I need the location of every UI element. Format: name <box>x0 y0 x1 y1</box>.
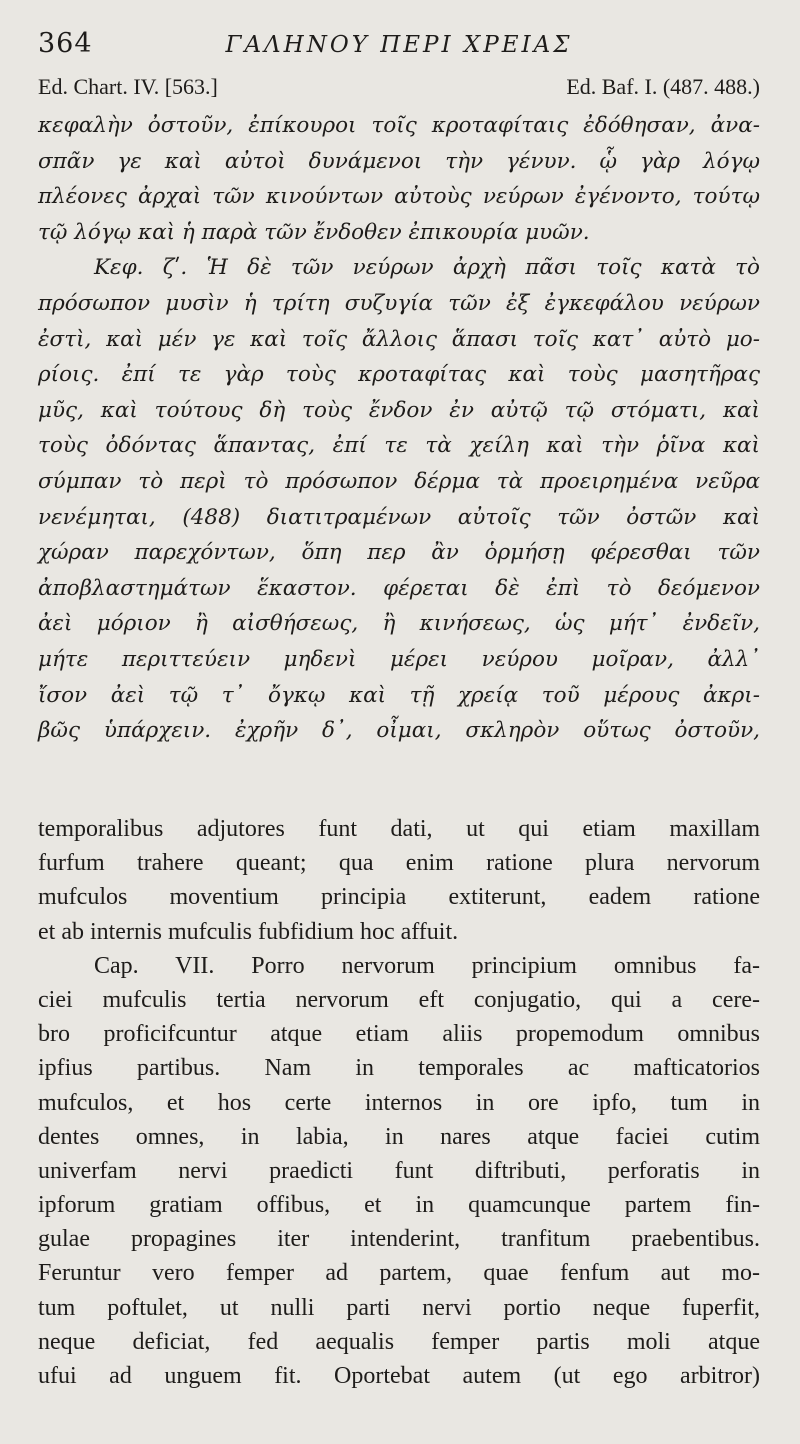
latin-line: mufculos, et hos certe internos in ore ipfo, tum in <box>38 1089 760 1116</box>
latin-chapter-heading-line: Cap. VII. Porro nervorum principium omnibus fa- <box>94 952 760 979</box>
latin-line: mufculos moventium principia extiterunt, eadem ratione <box>38 884 760 911</box>
greek-line: βῶς ὑπάρχειν. ἐχρῆν δ᾽, οἶμαι, σκληρὸν οὕτως ὀστοῦν, <box>38 718 760 744</box>
greek-line: μῦς, καὶ τούτους δὴ τοὺς ἔνδον ἐν αὐτῷ τῷ στόματι, καὶ <box>38 397 760 423</box>
latin-line: dentes omnes, in labia, in nares atque faciei cutim <box>38 1123 760 1150</box>
latin-line: temporalibus adjutores funt dati, ut qui etiam maxillam <box>38 816 760 842</box>
greek-line: κεφαλὴν ὀστοῦν, ἐπίκουροι τοῖς κροταφίταις ἐδόθησαν, ἀνα- <box>38 113 760 138</box>
running-head <box>38 28 760 62</box>
latin-line: ipforum gratiam offibus, et in quamcunque partem fin- <box>38 1192 760 1219</box>
latin-text-block <box>38 812 760 1393</box>
running-title: ΓΑΛΗΝΟΥ ΠΕΡΙ ΧΡΕΙΑΣ <box>225 32 573 58</box>
greek-chapter-heading-line: Κεφ. ζʹ. Ἡ δὲ τῶν νεύρων ἀρχὴ πᾶσι τοῖς κατὰ τὸ <box>94 255 760 281</box>
edition-basel: Ed. Baf. I. (487. 488.) <box>566 74 760 99</box>
greek-line: τῷ λόγῳ καὶ ἡ παρὰ τῶν ἔνδοθεν ἐπικουρία μυῶν. <box>38 219 590 245</box>
greek-line: σύμπαν τὸ περὶ τὸ πρόσωπον δέρμα τὰ προειρημένα νεῦρα <box>38 468 760 494</box>
latin-line: bro proficifcuntur atque etiam aliis propemodum omnibus <box>38 1021 760 1048</box>
greek-line: σπᾶν γε καὶ αὐτοὶ δυνάμενοι τὴν γένυν. ᾧ γὰρ λόγῳ <box>38 148 760 174</box>
greek-line: χώραν παρεχόντων, ὅπη περ ἂν ὁρμήσῃ φέρεσθαι τῶν <box>38 540 760 566</box>
latin-line: ufui ad unguem fit. Oportebat autem (ut ego arbitror) <box>38 1363 760 1389</box>
page-number: 364 <box>38 28 93 59</box>
latin-line: et ab internis mufculis fubfidium hoc affuit. <box>38 918 459 945</box>
latin-line: tum poftulet, ut nulli parti nervi portio neque fuperfit, <box>38 1294 760 1321</box>
greek-line: τοὺς ὀδόντας ἅπαντας, ἐπί τε τὰ χείλη καὶ τὴν ῥῖνα καὶ <box>38 433 760 459</box>
greek-line: νενέμηται, (488) διατιτραμένων αὐτοῖς τῶν ὀστῶν καὶ <box>38 504 760 530</box>
greek-line: ἀεὶ μόριον ἢ αἰσθήσεως, ἢ κινήσεως, ὡς μήτ᾽ ἐνδεῖν, <box>38 611 760 637</box>
edition-reference <box>38 74 760 104</box>
greek-line: ρίοις. ἐπί τε γὰρ τοὺς κροταφίτας καὶ τοὺς μασητῆρας <box>38 362 760 388</box>
latin-line: gulae propagines iter intenderint, tranfitum praebentibus. <box>38 1226 760 1253</box>
latin-line: univerfam nervi praedicti funt diftributi, perforatis in <box>38 1157 760 1184</box>
edition-chartier: Ed. Chart. IV. [563.] <box>38 74 218 99</box>
latin-line: furfum trahere queant; qua enim ratione plura nervorum <box>38 850 760 877</box>
greek-line: ἐστὶ, καὶ μέν γε καὶ τοῖς ἄλλοις ἅπασι τοῖς κατ᾽ αὐτὸ μο- <box>38 326 760 352</box>
greek-text-block <box>38 108 760 749</box>
latin-line: neque deficiat, fed aequalis femper partis moli atque <box>38 1328 760 1355</box>
greek-line: μήτε περιττεύειν μηδενὶ μέρει νεύρου μοῖραν, ἀλλ᾽ <box>38 646 760 672</box>
latin-line: Feruntur vero femper ad partem, quae fenfum aut mo- <box>38 1260 760 1287</box>
greek-line: πλέονες ἀρχαὶ τῶν κινούντων αὐτοὺς νεύρων ἐγένοντο, τούτῳ <box>38 184 760 210</box>
greek-line: πρόσωπον μυσὶν ἡ τρίτη συζυγία τῶν ἐξ ἐγκεφάλου νεύρων <box>38 290 760 316</box>
greek-line: ἀποβλαστημάτων ἕκαστον. φέρεται δὲ ἐπὶ τὸ δεόμενον <box>38 575 760 601</box>
latin-line: ipfius partibus. Nam in temporales ac mafticatorios <box>38 1055 760 1082</box>
greek-line: ἴσον ἀεὶ τῷ τ᾽ ὄγκῳ καὶ τῇ χρείᾳ τοῦ μέρους ἀκρι- <box>38 682 760 708</box>
latin-line: ciei mufculis tertia nervorum eft conjugatio, qui a cere- <box>38 986 760 1013</box>
